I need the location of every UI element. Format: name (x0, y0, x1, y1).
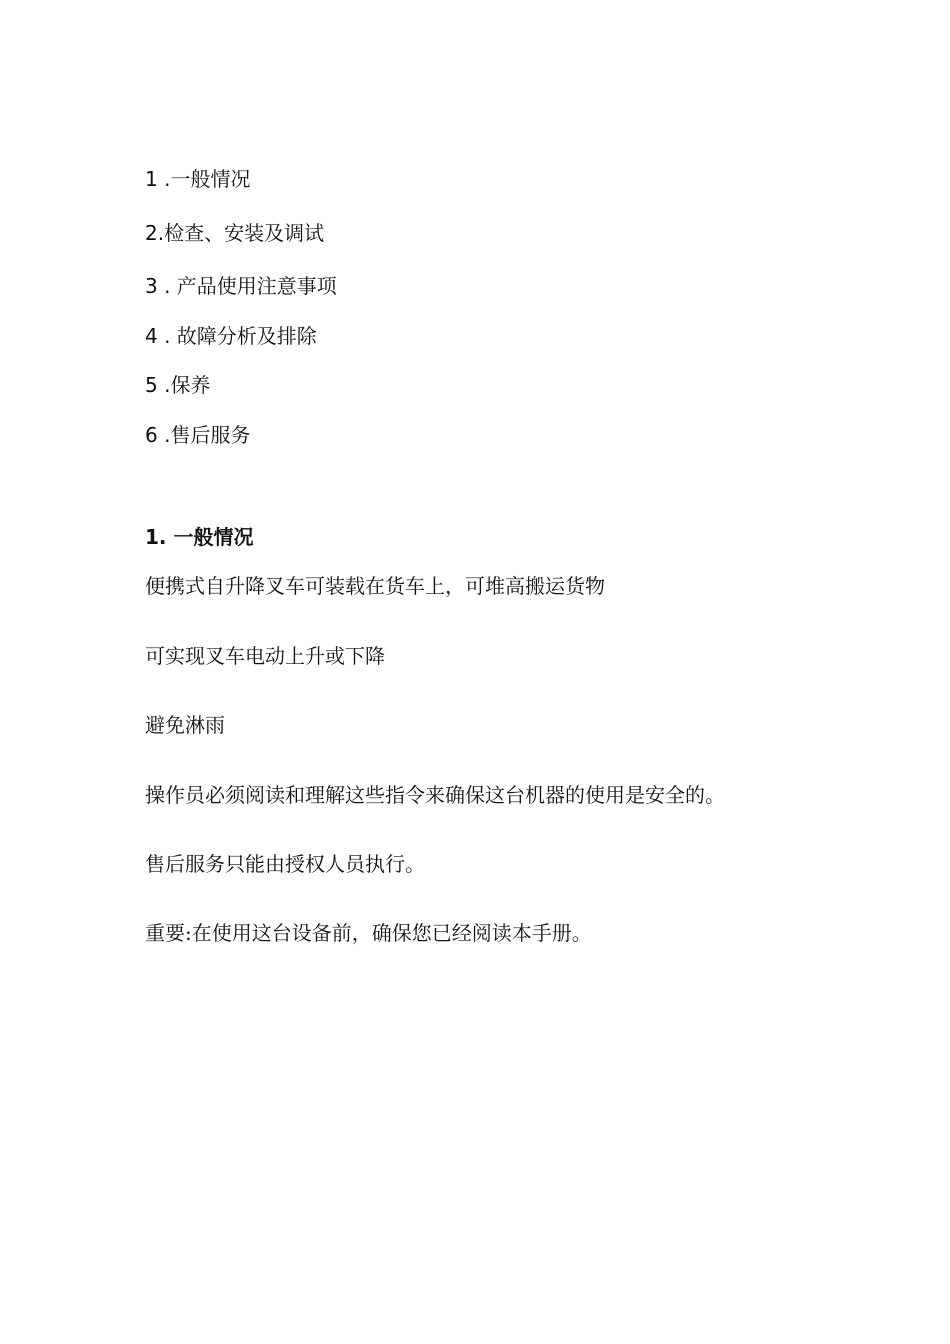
toc-item: 1 .一般情况 (145, 167, 251, 191)
toc-item: 5 .保养 (145, 373, 211, 397)
body-paragraph: 售后服务只能由授权人员执行。 (145, 852, 425, 876)
toc-item: 3 . 产品使用注意事项 (145, 274, 337, 298)
toc-item: 2.检查、安装及调试 (145, 221, 325, 245)
section-heading: 1. 一般情况 (145, 525, 254, 549)
toc-item: 6 .售后服务 (145, 423, 251, 447)
body-paragraph: 操作员必须阅读和理解这些指令来确保这台机器的使用是安全的。 (145, 783, 725, 807)
body-paragraph: 避免淋雨 (145, 713, 225, 737)
toc-item: 4 . 故障分析及排除 (145, 324, 317, 348)
body-paragraph: 重要:在使用这台设备前，确保您已经阅读本手册。 (145, 921, 592, 945)
body-paragraph: 便携式自升降叉车可装载在货车上，可堆高搬运货物 (145, 574, 605, 598)
body-paragraph: 可实现叉车电动上升或下降 (145, 644, 385, 668)
